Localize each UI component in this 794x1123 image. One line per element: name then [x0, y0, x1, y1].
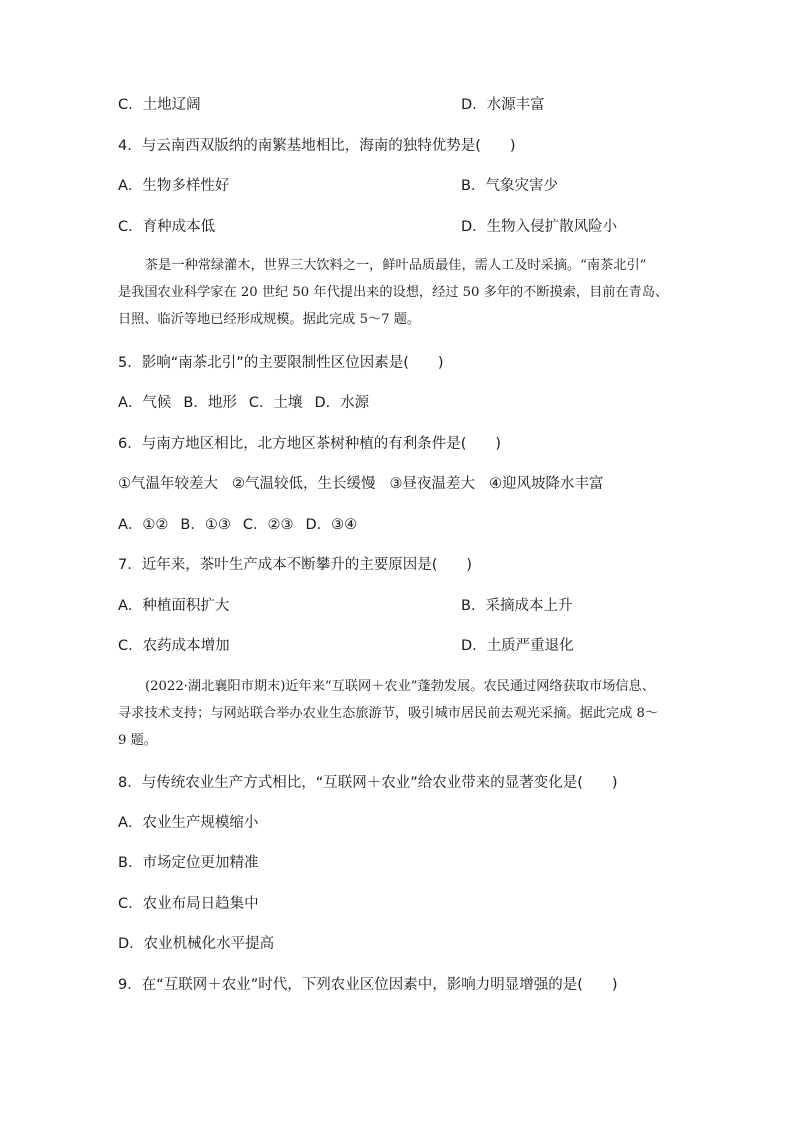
q3-option-c: C．土地辽阔 — [118, 97, 201, 113]
q8-option-d: D．农业机械化水平提高 — [118, 936, 275, 952]
passage-tea-line-2: 是我国农业科学家在 20 世纪 50 年代提出来的设想，经过 50 多年的不断摸索，目前在青岛、 — [118, 285, 669, 300]
q7-options-row-1 — [118, 596, 573, 616]
q4-stem: 4．与云南西双版纳的南繁基地相比，海南的独特优势是( ) — [118, 138, 516, 154]
q7-option-a: A．种植面积扩大 — [118, 598, 230, 614]
q6-option-c: C．②③ — [242, 517, 294, 533]
passage-internet-line-3: 9 题。 — [118, 733, 157, 748]
q6-condition-3: ③昼夜温差大 — [389, 476, 475, 492]
q6-options-row — [118, 515, 357, 535]
q7-option-b: B．采摘成本上升 — [461, 598, 573, 614]
q8-option-a: A．农业生产规模缩小 — [118, 815, 259, 831]
q4-options-row-1 — [118, 176, 558, 196]
passage-tea-line-3: 日照、临沂等地已经形成规模。据此完成 5～7 题。 — [118, 312, 421, 327]
q5-option-b: B．地形 — [183, 395, 237, 411]
passage-internet-agriculture — [118, 677, 680, 751]
q7-option-c: C．农药成本增加 — [118, 638, 230, 654]
q6-option-d: D．③④ — [305, 517, 358, 533]
q9-stem: 9．在“互联网＋农业”时代，下列农业区位因素中，影响力明显增强的是( ) — [118, 977, 618, 993]
q3-options-row — [118, 95, 545, 115]
q4-option-b: B．气象灾害少 — [461, 178, 558, 194]
q7-stem: 7．近年来，茶叶生产成本不断攀升的主要原因是( ) — [118, 557, 473, 573]
q8-stem: 8．与传统农业生产方式相比，“互联网＋农业”给农业带来的显著变化是( ) — [118, 775, 618, 791]
q6-condition-4: ④迎风坡降水丰富 — [489, 476, 604, 492]
q6-conditions-row — [118, 474, 604, 494]
q4-option-d: D．生物入侵扩散风险小 — [461, 219, 618, 235]
q5-option-a: A．气候 — [118, 395, 172, 411]
passage-internet-line-1: (2022·湖北襄阳市期末)近年来“互联网＋农业”蓬勃发展。农民通过网络获取市场信息、 — [145, 679, 655, 694]
q8-option-c: C．农业布局日趋集中 — [118, 896, 259, 912]
q6-option-b: B．①③ — [180, 517, 231, 533]
q3-option-d: D．水源丰富 — [461, 97, 545, 113]
q7-options-row-2 — [118, 636, 574, 656]
q5-stem: 5．影响“南茶北引”的主要限制性区位因素是( ) — [118, 355, 444, 371]
passage-tea — [118, 256, 680, 330]
passage-tea-line-1: 茶是一种常绿灌木，世界三大饮料之一，鲜叶品质最佳，需人工及时采摘。“南茶北引” — [145, 258, 647, 273]
q8-option-b: B．市场定位更加精准 — [118, 855, 259, 871]
q5-option-c: C．土壤 — [248, 395, 303, 411]
q4-option-a: A．生物多样性好 — [118, 178, 230, 194]
q6-condition-2: ②气温较低，生长缓慢 — [232, 476, 376, 492]
q5-option-d: D．水源 — [314, 395, 370, 411]
q6-stem: 6．与南方地区相比，北方地区茶树种植的有利条件是( ) — [118, 436, 502, 452]
q6-option-a: A．①② — [118, 517, 169, 533]
q5-options-row — [118, 393, 369, 413]
passage-internet-line-2: 寻求技术支持；与网站联合举办农业生态旅游节，吸引城市居民前去观光采摘。据此完成 8～ — [118, 706, 659, 721]
q6-condition-1: ①气温年较差大 — [118, 476, 218, 492]
q4-option-c: C．育种成本低 — [118, 219, 216, 235]
q4-options-row-2 — [118, 217, 618, 237]
q7-option-d: D．土质严重退化 — [461, 638, 574, 654]
